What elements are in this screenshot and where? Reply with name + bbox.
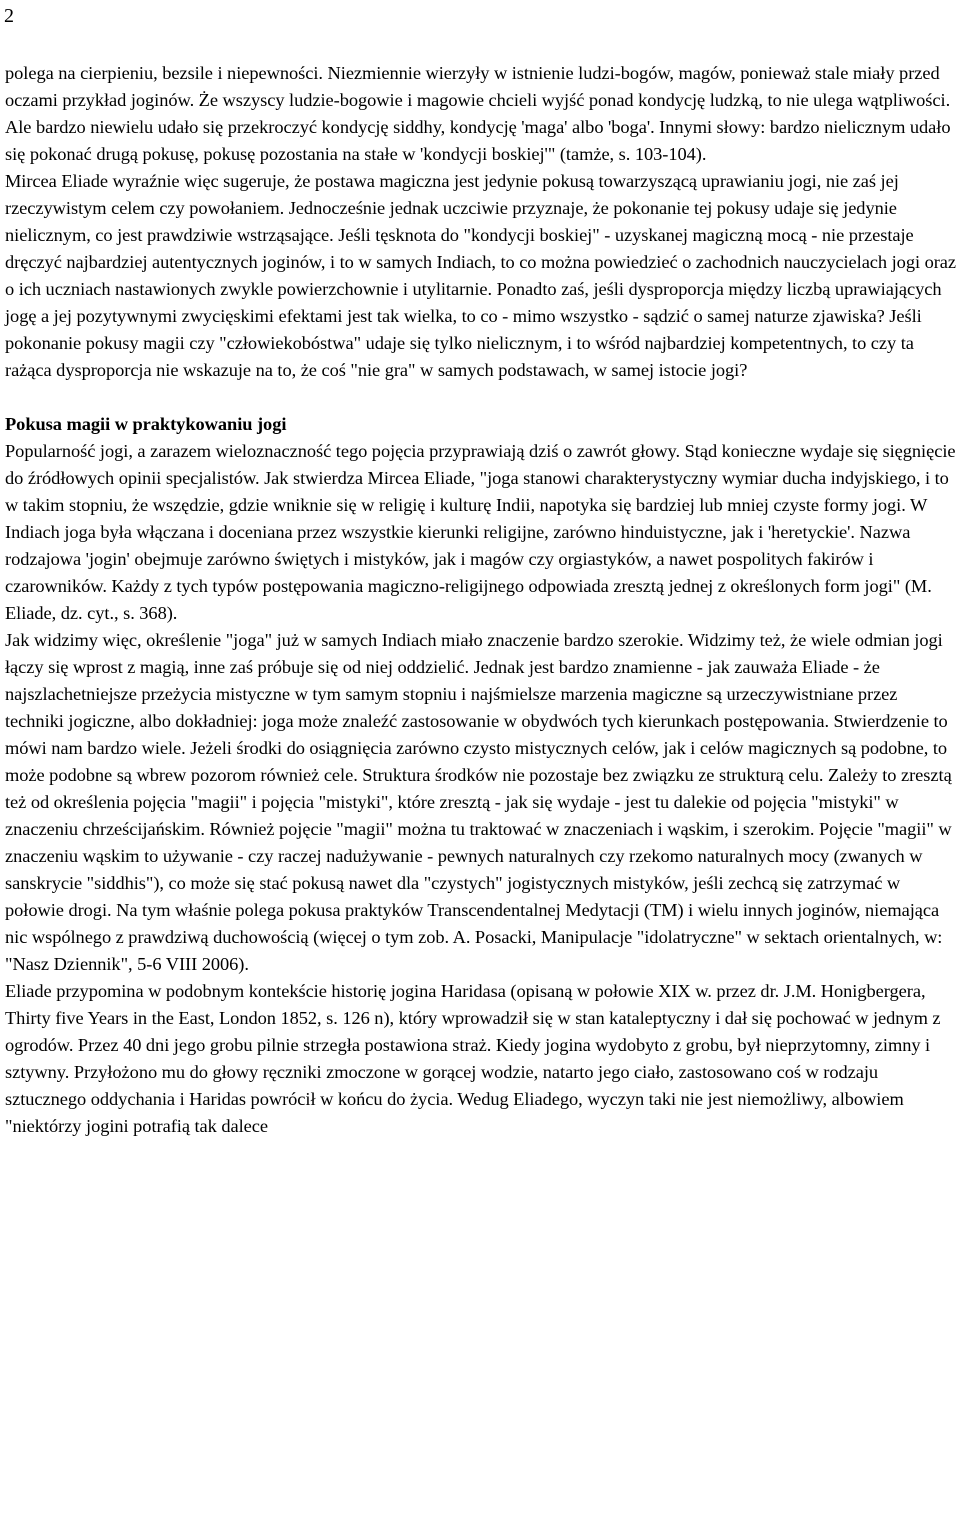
- paragraph-eliade-temptation: Mircea Eliade wyraźnie więc sugeruje, że postawa magiczna jest jedynie pokusą towarzyszącą uprawianiu jogi, nie zaś jej rzeczywistym celem czy powołaniem. Jednocześnie jednak uczciwie przyznaje, że pokonanie tej pokusy udaje się jedynie nielicznym, co jest prawdziwie wstrząsające. Jeśli tęsknota do "kondycji boskiej" - uzyskanej magiczną mocą - nie przestaje dręczyć najbardziej autentycznych joginów, i to w samych Indiach, to co można powiedzieć o zachodnich nauczycielach jogi oraz o ich uczniach nastawionych zwykle powierzchownie i utylitarnie. Ponadto zaś, jeśli dysproporcja między liczbą uprawiających jogę a jej pozytywnymi zwycięskimi efektami jest tak wielka, to co - mimo wszystko - sądzić o samej naturze zjawiska? Jeśli pokonanie pokusy magii czy "człowiekobóstwa" udaje się tylko nielicznym, i to wśród najbardziej kompetentnych, to czy ta rażąca dysproporcja nie wskazuje na to, że coś "nie gra" w samych podstawach, w samej istocie jogi?: [5, 171, 957, 380]
- paragraph-intro: polega na cierpieniu, bezsile i niepewności. Niezmiennie wierzyły w istnienie ludzi-bogów, magów, ponieważ stale miały przed oczami przykład joginów. Że wszyscy ludzie-bogowie i magowie chcieli wyjść ponad kondycję ludzką, to nie ulega wątpliwości. Ale bardzo niewielu udało się przekroczyć kondycję siddhy, kondycję 'maga' albo 'boga'. Innymi słowy: bardzo nielicznym udało się pokonać drugą pokusę, pokusę pozostania na stałe w 'kondycji boskiej'" (tamże, s. 103-104).: [5, 63, 951, 164]
- document-body: [5, 60, 957, 1140]
- paragraph-popularity: Popularność jogi, a zarazem wieloznaczność tego pojęcia przyprawiają dziś o zawrót głowy. Stąd konieczne wydaje się sięgnięcie do źródłowych opinii specjalistów. Jak stwierdza Mircea Eliade, "joga stanowi charakterystyczny wymiar ducha indyjskiego, i to w takim stopniu, że wszędzie, gdzie wniknie się w religię i kulturę Indii, napotyka się bardziej lub mniej czyste formy jogi. W Indiach joga była włączana i doceniana przez wszystkie kierunki religijne, zarówno hinduistyczne, jak i 'heretyckie'. Nazwa rodzajowa 'jogin' obejmuje zarówno świętych i mistyków, jak i magów czy orgiastyków, a nawet pospolitych fakirów i czarowników. Każdy z tych typów postępowania magiczno-religijnego odpowiada zresztą jednej z określonych form jogi" (M. Eliade, dz. cyt., s. 368).: [5, 441, 956, 623]
- section-heading: Pokusa magii w praktykowaniu jogi: [5, 414, 287, 434]
- paragraph-haridas: Eliade przypomina w podobnym kontekście historię jogina Haridasa (opisaną w połowie XIX w. przez dr. J.M. Honigbergera, Thirty five Years in the East, London 1852, s. 126 n), który wprowadził się w stan kataleptyczny i dał się pochować w jednym z ogrodów. Przez 40 dni jego grobu pilnie strzegła postawiona straż. Kiedy jogina wydobyto z grobu, był nieprzytomny, zimny i sztywny. Przyłożono mu do głowy ręczniki zmoczone w gorącej wodzie, natarto jego ciało, zastosowano coś w rodzaju sztucznego oddychania i Haridas powrócił w końcu do życia. Wedug Eliadego, wyczyn taki nie jest niemożliwy, albowiem "niektórzy jogini potrafią tak dalece: [5, 981, 941, 1136]
- page-number: 2: [4, 5, 14, 27]
- paragraph-magic-mysticism: Jak widzimy więc, określenie "joga" już w samych Indiach miało znaczenie bardzo szerokie. Widzimy też, że wiele odmian jogi łączy się wprost z magią, inne zaś próbuje się od niej oddzielić. Jednak jest bardzo znamienne - jak zauważa Eliade - że najszlachetniejsze przeżycia mistyczne w tym samym stopniu i najśmielsze marzenia magiczne są urzeczywistniane przez techniki jogiczne, albo dokładniej: joga może znaleźć zastosowanie w obydwóch tych kierunkach postępowania. Stwierdzenie to mówi nam bardzo wiele. Jeżeli środki do osiągnięcia zarówno czysto mistycznych celów, jak i celów magicznych są podobne, to może podobne są wbrew pozorom również cele. Struktura środków nie pozostaje bez związku ze strukturą celu. Zależy to zresztą też od określenia pojęcia "magii" i pojęcia "mistyki", które zresztą - jak się wydaje - jest tu dalekie od pojęcia "mistyki" w znaczeniu chrześcijańskim. Również pojęcie "magii" można tu traktować w znaczeniach i wąskim, i szerokim. Pojęcie "magii" w znaczeniu wąskim to używanie - czy raczej nadużywanie - pewnych naturalnych czy rzekomo naturalnych mocy (zwanych w sanskrycie "siddhis"), co może się stać pokusą nawet dla "czystych" jogistycznych mistyków, jeśli zechcą się zatrzymać w połowie drogi. Na tym właśnie polega pokusa praktyków Transcendentalnej Medytacji (TM) i wielu innych joginów, niemająca nic wspólnego z prawdziwą duchowością (więcej o tym zob. A. Posacki, Manipulacje "idolatryczne" w sektach orientalnych, w: "Nasz Dziennik", 5-6 VIII 2006).: [5, 630, 952, 974]
